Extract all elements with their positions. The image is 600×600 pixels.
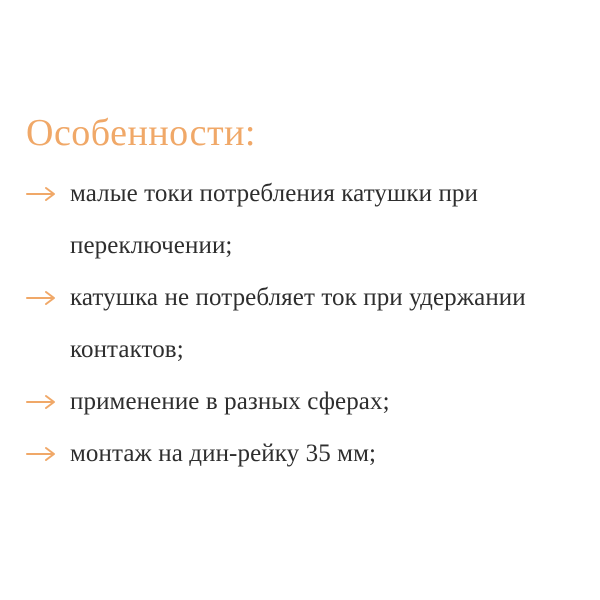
list-item <box>26 376 574 428</box>
list-item-label: малые токи потребления катушки при переключении; <box>70 180 479 259</box>
list-item <box>26 428 574 480</box>
list-item-label: катушка не потребляет ток при удержании контактов; <box>70 284 526 363</box>
page-title: Особенности: <box>26 112 256 154</box>
list-item-label: применение в разных сферах; <box>70 388 390 415</box>
features-list <box>26 168 574 480</box>
list-item-label: монтаж на дин-рейку 35 мм; <box>70 440 377 467</box>
list-item <box>26 168 574 272</box>
list-item <box>26 272 574 376</box>
arrow-right-icon <box>26 168 60 220</box>
arrow-right-icon <box>26 428 60 480</box>
arrow-right-icon <box>26 272 60 324</box>
arrow-right-icon <box>26 376 60 428</box>
